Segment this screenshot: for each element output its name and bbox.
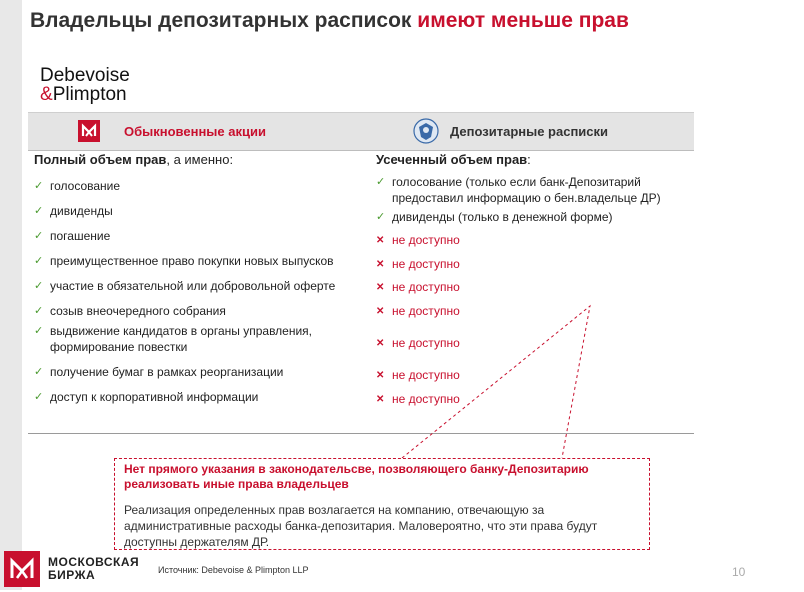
list-item-text: голосование bbox=[50, 179, 121, 193]
cross-icon: ✕ bbox=[376, 338, 385, 349]
check-icon: ✓ bbox=[34, 205, 44, 217]
list-item-text: не доступно bbox=[392, 304, 460, 318]
cross-icon: ✕ bbox=[376, 259, 385, 270]
cross-icon: ✕ bbox=[376, 394, 385, 405]
callout-title: Нет прямого указания в законодательсве, позволяющего банку-Депозитарию реализовать иные права владельцев bbox=[124, 462, 589, 491]
list-item-text: дивиденды (только в денежной форме) bbox=[392, 210, 613, 224]
cross-icon: ✕ bbox=[376, 370, 385, 381]
cross-icon: ✕ bbox=[376, 306, 385, 317]
list-item-text: доступ к корпоративной информации bbox=[50, 390, 259, 404]
debevoise-logo-line2: Plimpton bbox=[52, 84, 127, 105]
list-item-text: не доступно bbox=[392, 392, 460, 406]
list-item-text: дивиденды bbox=[50, 204, 113, 218]
check-icon: ✓ bbox=[34, 305, 44, 317]
list-item-text: не доступно bbox=[392, 233, 460, 247]
list-item-text: участие в обязательной или добровольной оферте bbox=[50, 279, 336, 293]
header-depositary-receipts: Депозитарные расписки bbox=[450, 124, 609, 139]
header-common-shares: Обыкновенные акции bbox=[124, 124, 266, 139]
list-item-text: не доступно bbox=[392, 280, 460, 294]
list-item-text: получение бумаг в рамках реорганизации bbox=[50, 365, 284, 379]
left-subtitle-rest: , а именно: bbox=[166, 152, 234, 167]
list-item-text: голосование (только если банк-Депозитарий предоставил информацию о бен.владельце ДР) bbox=[392, 175, 661, 205]
source-note: Источник: Debevoise & Plimpton LLP bbox=[158, 565, 309, 575]
list-item-text: не доступно bbox=[392, 257, 460, 271]
left-subtitle-bold: Полный объем прав bbox=[34, 152, 167, 167]
title-main: Владельцы депозитарных расписок bbox=[30, 9, 418, 32]
cross-icon: ✕ bbox=[376, 282, 385, 293]
list-item-text: выдвижение кандидатов в органы управления, формирование повестки bbox=[50, 324, 313, 354]
list-item-text: созыв внеочередного собрания bbox=[50, 304, 226, 318]
check-icon: ✓ bbox=[34, 391, 44, 403]
check-icon: ✓ bbox=[34, 230, 44, 242]
list-item-text: не доступно bbox=[392, 368, 460, 382]
cross-icon: ✕ bbox=[376, 235, 385, 246]
logo-text-line2: БИРЖА bbox=[48, 568, 96, 582]
check-icon: ✓ bbox=[376, 211, 386, 223]
moscow-exchange-logo-icon bbox=[4, 551, 40, 587]
check-icon: ✓ bbox=[34, 180, 44, 192]
list-item-text: не доступно bbox=[392, 336, 460, 350]
moscow-exchange-logo-text bbox=[48, 556, 139, 582]
debevoise-logo-line1: Debevoise bbox=[40, 65, 130, 86]
check-icon: ✓ bbox=[34, 280, 44, 292]
callout-body: Реализация определенных прав возлагается на компанию, отвечающую за административные расходы банка-депозитария. Маловероятно, что эти права будут доступны держателям ДР. bbox=[124, 503, 598, 549]
title-highlight: имеют меньше прав bbox=[417, 9, 629, 32]
right-subtitle-rest: : bbox=[527, 152, 531, 167]
check-icon: ✓ bbox=[376, 176, 386, 188]
check-icon: ✓ bbox=[34, 255, 44, 267]
check-icon: ✓ bbox=[34, 366, 44, 378]
debevoise-logo-amp: & bbox=[40, 84, 53, 105]
right-subtitle-bold: Усеченный объем прав bbox=[376, 152, 528, 167]
list-item-text: погашение bbox=[50, 229, 111, 243]
page-number: 10 bbox=[732, 565, 746, 579]
list-item-text: преимущественное право покупки новых выпусков bbox=[50, 254, 334, 268]
logo-text-line1: МОСКОВСКАЯ bbox=[48, 555, 140, 569]
check-icon: ✓ bbox=[34, 325, 44, 337]
